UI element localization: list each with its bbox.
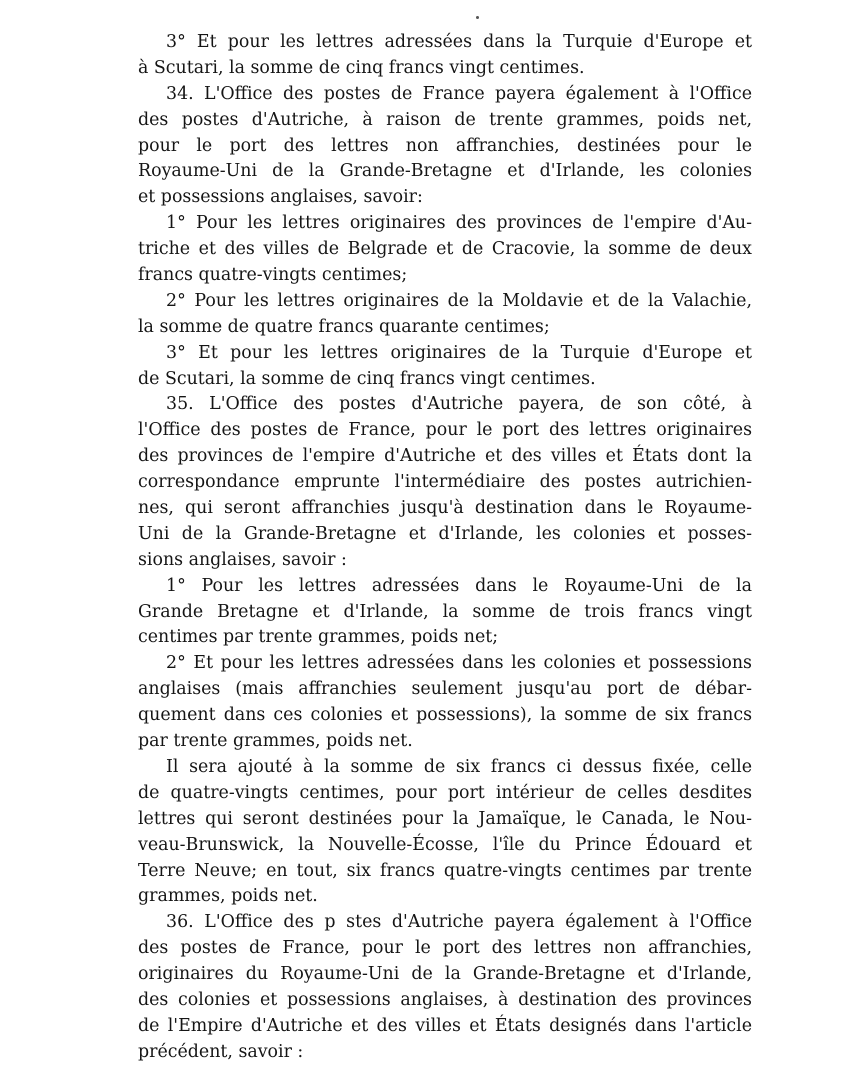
text-line: et possessions anglaises, savoir: — [138, 187, 423, 208]
text-line: par trente grammes, poids net. — [138, 731, 413, 752]
text-line: Il sera ajouté à la somme de six francs ci dessus fixée, celle — [166, 756, 752, 777]
text-line: Royaume-Uni de la Grande-Bretagne et d'Irlande, les colonies — [138, 161, 752, 182]
text-line: à Scutari, la somme de cinq francs vingt centimes. — [138, 57, 585, 78]
text-line: 2° Et pour les lettres adressées dans les colonies et possessions — [166, 653, 752, 674]
text-line: quement dans ces colonies et possessions), la somme de six francs — [138, 705, 752, 726]
text-line: l'Office des postes de France, pour le port des lettres originaires — [138, 420, 752, 441]
text-line: triche et des villes de Belgrade et de Cracovie, la somme de deux — [138, 239, 752, 260]
text-line: 1° Pour les lettres originaires des provinces de l'empire d'Au- — [166, 213, 752, 234]
text-line: 3° Et pour les lettres adressées dans la Turquie d'Europe et — [166, 32, 752, 52]
text-line: centimes par trente grammes, poids net; — [138, 627, 499, 648]
text-line: des colonies et possessions anglaises, à destination des provinces — [138, 989, 752, 1010]
text-line: de Scutari, la somme de cinq francs vingt centimes. — [138, 368, 596, 389]
text-line: 36. L'Office des p stes d'Autriche payera également à l'Office — [166, 912, 752, 933]
text-line: 34. L'Office des postes de France payera également à l'Office — [166, 83, 752, 104]
text-line: 35. L'Office des postes d'Autriche payera, de son côté, à — [166, 394, 752, 415]
body-text — [138, 30, 752, 1066]
text-line: nes, qui seront affranchies jusqu'à destination dans le Royaume- — [138, 498, 752, 519]
text-line: veau-Brunswick, la Nouvelle-Écosse, l'île du Prince Édouard et — [138, 834, 752, 855]
text-line: des provinces de l'empire d'Autriche et des villes et États dont la — [138, 446, 752, 467]
text-line: 3° Et pour les lettres originaires de la Turquie d'Europe et — [166, 342, 752, 363]
text-line: de quatre-vingts centimes, pour port intérieur de celles desdites — [138, 782, 752, 803]
text-line: Grande Bretagne et d'Irlande, la somme de trois francs vingt — [138, 601, 752, 622]
text-line: précédent, savoir : — [138, 1041, 304, 1062]
text-line: sions anglaises, savoir : — [138, 549, 347, 570]
text-line: originaires du Royaume-Uni de la Grande-Bretagne et d'Irlande, — [138, 964, 752, 985]
text-line: lettres qui seront destinées pour la Jamaïque, le Canada, le Nou- — [138, 808, 752, 829]
text-line: francs quatre-vingts centimes; — [138, 265, 408, 286]
text-line: des postes de France, pour le port des lettres non affranchies, — [138, 938, 752, 959]
text-line: pour le port des lettres non affranchies, destinées pour le — [138, 135, 752, 156]
ink-speck — [476, 16, 479, 19]
text-line: 1° Pour les lettres adressées dans le Royaume-Uni de la — [166, 575, 752, 596]
text-line: Terre Neuve; en tout, six francs quatre-vingts centimes par trente — [138, 860, 752, 881]
text-line: correspondance emprunte l'intermédiaire des postes autrichien- — [138, 472, 752, 493]
text-line: de l'Empire d'Autriche et des villes et États designés dans l'article — [138, 1015, 752, 1036]
text-line: anglaises (mais affranchies seulement jusqu'au port de débar- — [138, 679, 752, 700]
text-line: Uni de la Grande-Bretagne et d'Irlande, les colonies et posses- — [138, 523, 752, 544]
text-line: des postes d'Autriche, à raison de trente grammes, poids net, — [138, 109, 752, 130]
text-line: la somme de quatre francs quarante centimes; — [138, 316, 550, 337]
text-line: 2° Pour les lettres originaires de la Moldavie et de la Valachie, — [166, 290, 752, 311]
text-line: grammes, poids net. — [138, 886, 318, 907]
